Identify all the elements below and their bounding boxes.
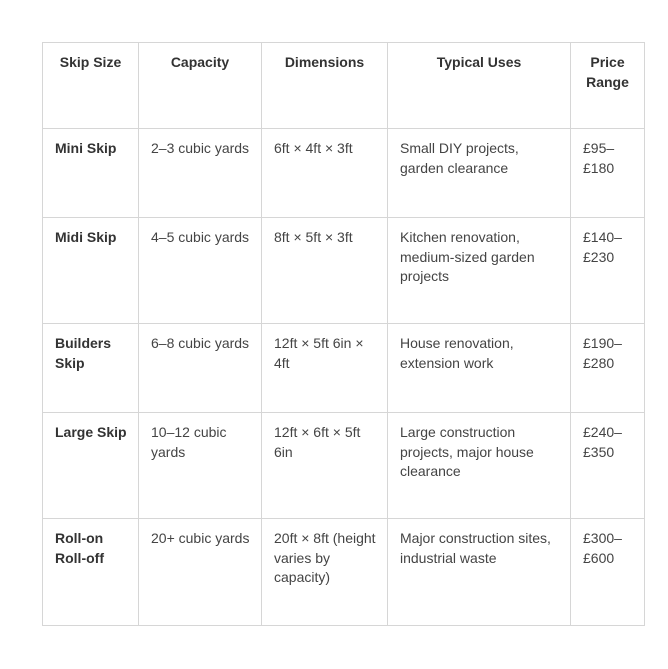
cell-price-range: £240–£350 — [571, 413, 645, 519]
cell-skip-size: Roll-on Roll-off — [43, 519, 139, 626]
header-capacity: Capacity — [139, 43, 262, 129]
table-row — [43, 413, 645, 519]
cell-skip-size: Mini Skip — [43, 129, 139, 218]
cell-typical-uses: House renovation, extension work — [388, 324, 571, 413]
cell-typical-uses: Small DIY projects, garden clearance — [388, 129, 571, 218]
header-typical-uses: Typical Uses — [388, 43, 571, 129]
cell-capacity: 2–3 cubic yards — [139, 129, 262, 218]
cell-price-range: £140–£230 — [571, 218, 645, 324]
table-row — [43, 218, 645, 324]
cell-dimensions: 20ft × 8ft (height varies by capacity) — [262, 519, 388, 626]
header-skip-size: Skip Size — [43, 43, 139, 129]
cell-capacity: 6–8 cubic yards — [139, 324, 262, 413]
header-price-range: Price Range — [571, 43, 645, 129]
cell-dimensions: 12ft × 6ft × 5ft 6in — [262, 413, 388, 519]
cell-dimensions: 12ft × 5ft 6in × 4ft — [262, 324, 388, 413]
table-row — [43, 324, 645, 413]
cell-skip-size: Midi Skip — [43, 218, 139, 324]
cell-price-range: £95–£180 — [571, 129, 645, 218]
skip-size-table — [42, 42, 645, 626]
cell-typical-uses: Major construction sites, industrial waste — [388, 519, 571, 626]
cell-price-range: £190–£280 — [571, 324, 645, 413]
skip-size-table-container — [42, 42, 645, 626]
cell-price-range: £300–£600 — [571, 519, 645, 626]
cell-dimensions: 8ft × 5ft × 3ft — [262, 218, 388, 324]
cell-typical-uses: Kitchen renovation, medium-sized garden projects — [388, 218, 571, 324]
header-dimensions: Dimensions — [262, 43, 388, 129]
cell-capacity: 20+ cubic yards — [139, 519, 262, 626]
cell-capacity: 10–12 cubic yards — [139, 413, 262, 519]
table-row — [43, 129, 645, 218]
cell-dimensions: 6ft × 4ft × 3ft — [262, 129, 388, 218]
table-row — [43, 519, 645, 626]
cell-skip-size: Large Skip — [43, 413, 139, 519]
cell-typical-uses: Large construction projects, major house clearance — [388, 413, 571, 519]
cell-skip-size: Builders Skip — [43, 324, 139, 413]
table-header-row — [43, 43, 645, 129]
cell-capacity: 4–5 cubic yards — [139, 218, 262, 324]
